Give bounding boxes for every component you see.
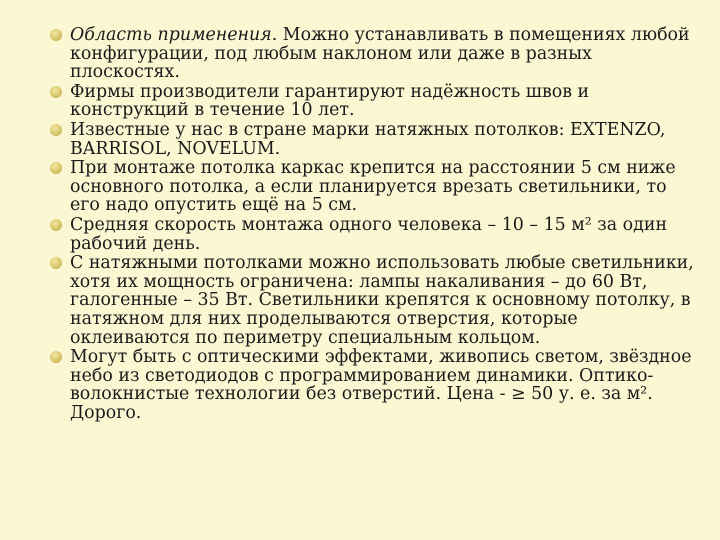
bullet-text: Средняя скорость монтажа одного человека – 10 – 15 м² за один рабочий день.	[70, 214, 668, 254]
bullet-item-speed	[22, 216, 694, 253]
bullet-item-brands	[22, 121, 694, 158]
bullet-text: Можно устанавливать в помещениях любой конфигурации, под любым наклоном или даже в разных плоскостях.	[70, 25, 690, 83]
bullet-lead: Область применения.	[70, 25, 278, 45]
bullet-text: С натяжными потолками можно использовать любые светильники, хотя их мощность ограничена: лампы накаливания – до 60 Вт, галогенные – 35 Вт. Светильники крепятся к основному потолку, в натяжном для них проделываются отверстия, которые оклеиваются по периметру специальным кольцом.	[70, 253, 694, 348]
bullet-list	[22, 26, 694, 423]
bullet-dot-icon	[50, 162, 62, 174]
bullet-item-lights	[22, 254, 694, 347]
bullet-dot-icon	[50, 219, 62, 231]
bullet-dot-icon	[50, 257, 62, 269]
bullet-text: Фирмы производители гарантируют надёжность швов и конструкций в течение 10 лет.	[70, 81, 590, 121]
bullet-item-effects	[22, 348, 694, 422]
bullet-item-mounting	[22, 159, 694, 215]
bullet-text: Известные у нас в стране марки натяжных потолков: EXTENZO, BARRISOL, NOVELUM.	[70, 119, 666, 159]
bullet-text: Могут быть с оптическими эффектами, живопись светом, звёздное небо из светодиодов с программированием динамики. Оптико-волокнистые технологии без отверстий. Цена - ≥ 50 у. е. за м². Дорого.	[70, 347, 692, 423]
bullet-text: При монтаже потолка каркас крепится на расстоянии 5 см ниже основного потолка, а если планируется врезать светильники, то его надо опустить ещё на 5 см.	[70, 158, 676, 216]
bullet-dot-icon	[50, 351, 62, 363]
bullet-dot-icon	[50, 29, 62, 41]
bullet-dot-icon	[50, 124, 62, 136]
bullet-item-application	[22, 26, 694, 82]
bullet-dot-icon	[50, 86, 62, 98]
bullet-item-warranty	[22, 83, 694, 120]
